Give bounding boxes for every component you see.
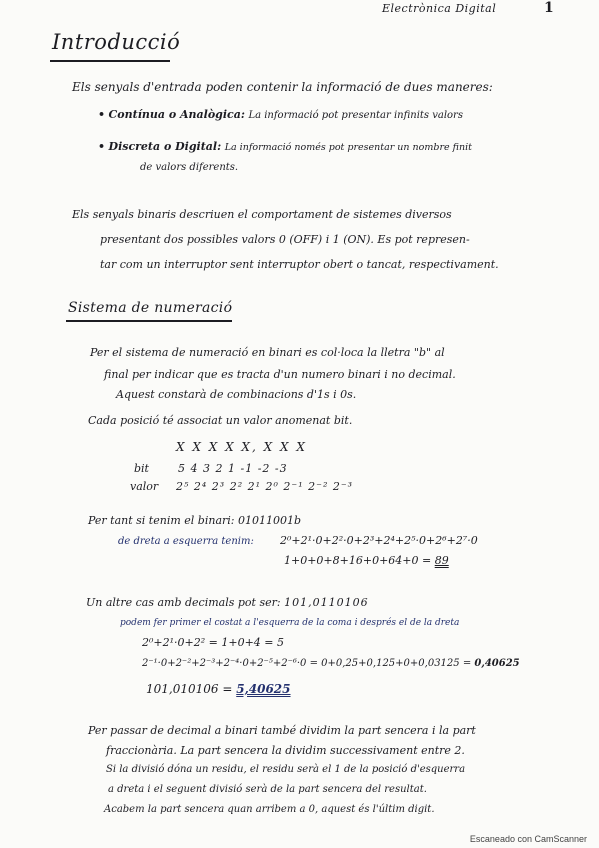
page-number: 1 — [544, 0, 554, 16]
example2-final-expression: 101,010106 = — [146, 682, 233, 696]
numeracio-p3: Aquest constarà de combinacions d'1s i 0s. — [116, 388, 357, 401]
term-continua: Contínua o Analògica: — [108, 108, 245, 121]
text-continua: La informació pot presentar infinits valors — [248, 110, 463, 121]
binary-paragraph-3: tar com un interruptor sent interruptor obert o tancat, respectivament. — [100, 258, 499, 271]
example1-result: 89 — [434, 554, 449, 567]
bullet-dot: • — [98, 108, 106, 121]
valor-row-values: 2⁵ 2⁴ 2³ 2² 2¹ 2⁰ 2⁻¹ 2⁻² 2⁻³ — [176, 480, 354, 493]
bullet-discreta — [98, 140, 472, 153]
intro-lead: Els senyals d'entrada poden contenir la informació de dues maneres: — [72, 80, 493, 94]
numeracio-p1: Per el sistema de numeració en binari es col·loca la lletra "b" al — [90, 346, 445, 359]
example2-fraction — [142, 658, 520, 669]
decimal-to-binary-p4: a dreta i el seguent divisió serà de la part sencera del resultat. — [108, 784, 427, 795]
bullet-continua — [98, 108, 463, 121]
example2-intro — [86, 596, 369, 609]
term-discreta: Discreta o Digital: — [108, 140, 222, 153]
numeracio-p2: final per indicar que es tracta d'un numero binari i no decimal. — [104, 368, 456, 381]
scanner-watermark: Escaneado con CamScanner — [469, 834, 587, 844]
example2-fraction-expression: 2⁻¹·0+2⁻²+2⁻³+2⁻⁴·0+2⁻⁵+2⁻⁶·0 = 0+0,25+0,125+0+0,03125 = — [142, 658, 472, 669]
decimal-to-binary-p5: Acabem la part sencera quan arribem a 0, aquest és l'últim digit. — [104, 804, 435, 815]
binary-paragraph-1: Els senyals binaris descriuen el comportament de sistemes diversos — [72, 208, 452, 221]
binary-paragraph-2: presentant dos possibles valors 0 (OFF) i 1 (ON). Es pot represen- — [100, 233, 470, 246]
section-heading-numeracio: Sistema de numeració — [68, 300, 233, 316]
example2-final — [146, 682, 291, 696]
decimal-to-binary-p3: Si la divisió dóna un residu, el residu serà el 1 de la posició d'esquerra — [106, 764, 466, 775]
example2-fraction-result: 0,40625 — [474, 658, 520, 669]
example1-formula: 2⁰+2¹·0+2²·0+2³+2⁴+2⁵·0+2⁶+2⁷·0 — [280, 534, 478, 547]
example2-intro-text: Un altre cas amb decimals pot ser: — [86, 596, 281, 609]
example1-sum — [284, 554, 449, 567]
text-discreta-2: de valors diferents. — [140, 162, 239, 173]
text-discreta: La informació només pot presentar un nombre finit — [224, 142, 472, 153]
example2-integer: 2⁰+2¹·0+2² = 1+0+4 = 5 — [142, 636, 285, 649]
heading-underline — [66, 320, 232, 322]
heading-underline — [50, 60, 170, 62]
section-heading-intro: Introducció — [52, 30, 181, 54]
example1-sum-expression: 1+0+0+8+16+0+64+0 = — [284, 554, 432, 567]
decimal-to-binary-p1: Per passar de decimal a binari també dividim la part sencera i la part — [88, 724, 476, 737]
numeracio-p4: Cada posició té associat un valor anomenat bit. — [88, 414, 353, 427]
example2-value: 101,0110106 — [284, 596, 369, 609]
valor-row-label: valor — [130, 480, 159, 493]
bit-row-label: bit — [134, 462, 149, 475]
example2-final-result: 5,40625 — [236, 682, 291, 696]
decimal-to-binary-p2: fraccionària. La part sencera la dividim successivament entre 2. — [106, 744, 465, 757]
bit-grid-x: X X X X X, X X X — [176, 440, 307, 454]
example2-method: podem fer primer el costat a l'esquerra de la coma i després el de la dreta — [120, 618, 460, 628]
document-header: Electrònica Digital — [382, 2, 497, 15]
example1-direction: de dreta a esquerra tenim: — [118, 536, 254, 547]
example1-intro: Per tant si tenim el binari: 01011001b — [88, 514, 302, 527]
bullet-dot: • — [98, 140, 106, 153]
bit-row-values: 5 4 3 2 1 -1 -2 -3 — [178, 462, 288, 475]
